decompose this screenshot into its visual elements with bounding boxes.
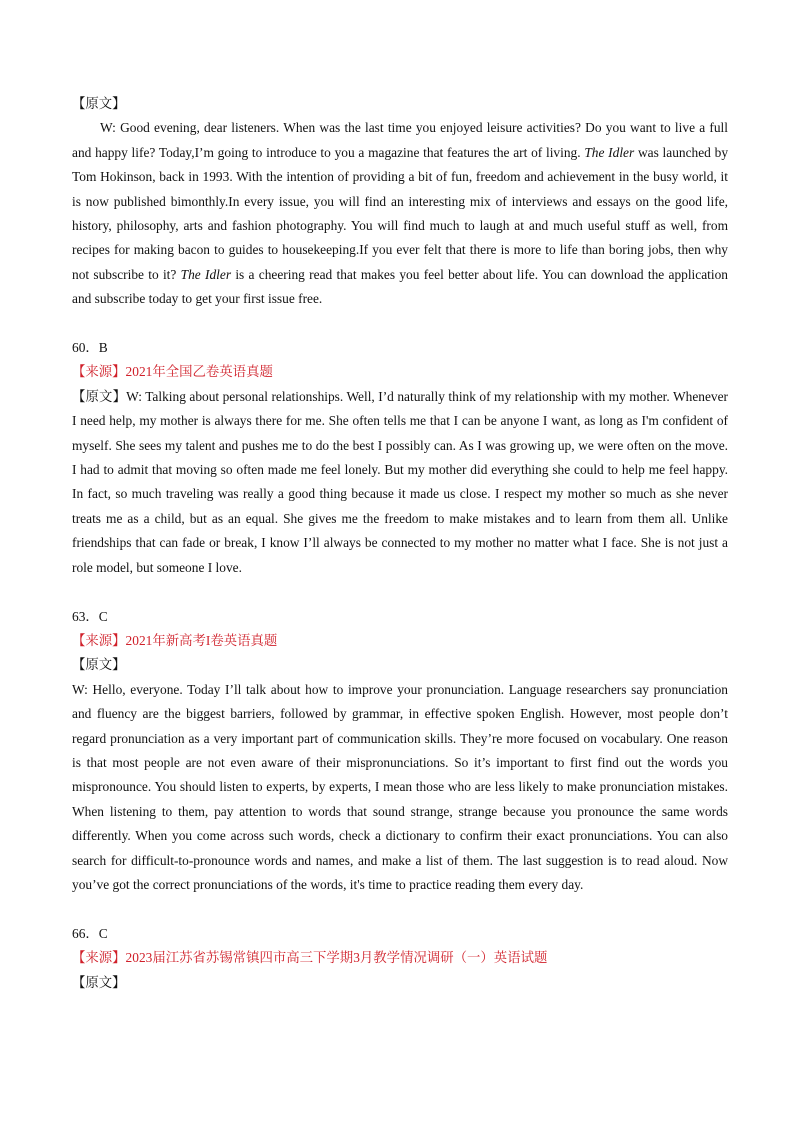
document-page bbox=[72, 92, 728, 995]
original-text-label: 【原文】 bbox=[72, 96, 126, 111]
passage-section-2 bbox=[72, 336, 728, 580]
source-label: 【来源】2021年新高考I卷英语真题 bbox=[72, 632, 278, 648]
magazine-title: The Idler bbox=[584, 144, 635, 160]
question-number: 63．C bbox=[72, 608, 108, 624]
original-text-label: 【原文】 bbox=[72, 657, 126, 673]
source-label: 【来源】2021年全国乙卷英语真题 bbox=[72, 364, 273, 380]
magazine-title: The Idler bbox=[180, 266, 232, 282]
passage-text-part-b: was launched by Tom Hokinson, back in 1993. With the intention of providing a bit of fun, freedom and achievement in the busy world, it is now published bimonthly.In every issue, you will find an interesting mix of interviews and essays on the good life, history, philosophy, arts and fashion photography. You will find much to laugh at and much useful stuff as well, from recipes for making bacon to guides to housekeeping.If you ever felt that there is more to life than boring jobs, then why not subscribe to it? bbox=[72, 144, 729, 282]
question-number: 66．C bbox=[72, 925, 108, 941]
passage-text-part-a: W: Good evening, dear listeners. When was the last time you enjoyed leisure activities? Do you want to live a full and happy life? Today,I’m going to introduce to you a magazine that features the art of living. bbox=[72, 120, 728, 160]
question-number: 60．B bbox=[72, 340, 108, 356]
passage-text-part-c: is a cheering read that makes you feel better about life. You can download the application and subscribe today to get your first issue free. bbox=[72, 266, 728, 307]
passage-text bbox=[72, 116, 728, 311]
passage-section-3 bbox=[72, 605, 728, 898]
passage-section-1 bbox=[72, 92, 728, 312]
source-label: 【来源】2023届江苏省苏锡常镇四市高三下学期3月教学情况调研（一）英语试题 bbox=[72, 950, 548, 966]
passage-text bbox=[72, 385, 728, 580]
passage-text: W: Hello, everyone. Today I’ll talk about how to improve your pronunciation. Language researchers say pronunciation and fluency are the biggest barriers, followed by grammar, in effective spoken English. However, most people don’t regard pronunciation as a very important part of communication skills. They’re more focused on vocabulary. One reason is that most people are not even aware of their mispronunciations. So it’s important to first find out the words you mispronounce. You should listen to experts, by experts, I mean those who are less likely to make pronunciation mistakes. When listening to them, pay attention to words that sound strange, strange because you pronounce the same words differently. When you come across such words, check a dictionary to confirm their exact pronunciations. You can also search for difficult-to-pronounce words and names, and make a list of them. The last suggestion is to read aloud. Now you’ve got the correct pronunciations of the words, it's time to practice reading them every day. bbox=[72, 681, 728, 892]
passage-section-4 bbox=[72, 922, 728, 995]
passage-body: W: Talking about personal relationships. Well, I’d naturally think of my relationship with my mother. Whenever I need help, my mother is always there for me. She often tells me that I can be anyone I want, as long as I'm confident of myself. She sees my talent and pushes me to do the best I possibly can. As I was growing up, we were often on the move. I had to admit that moving so often made me feel lonely. But my mother did everything she could to help me feel happy. In fact, so much traveling was really a good thing because it made us close. I respect my mother so much as she never treats me as a child, but as an equal. She gives me the freedom to make mistakes and to learn from them all. Unlike friendships that can fade or break, I know I’ll always be connected to my mother no matter what I face. She is not just a role model, but someone I love. bbox=[72, 388, 728, 575]
original-text-label: 【原文】 bbox=[72, 974, 126, 990]
original-text-label: 【原文】 bbox=[72, 388, 127, 404]
